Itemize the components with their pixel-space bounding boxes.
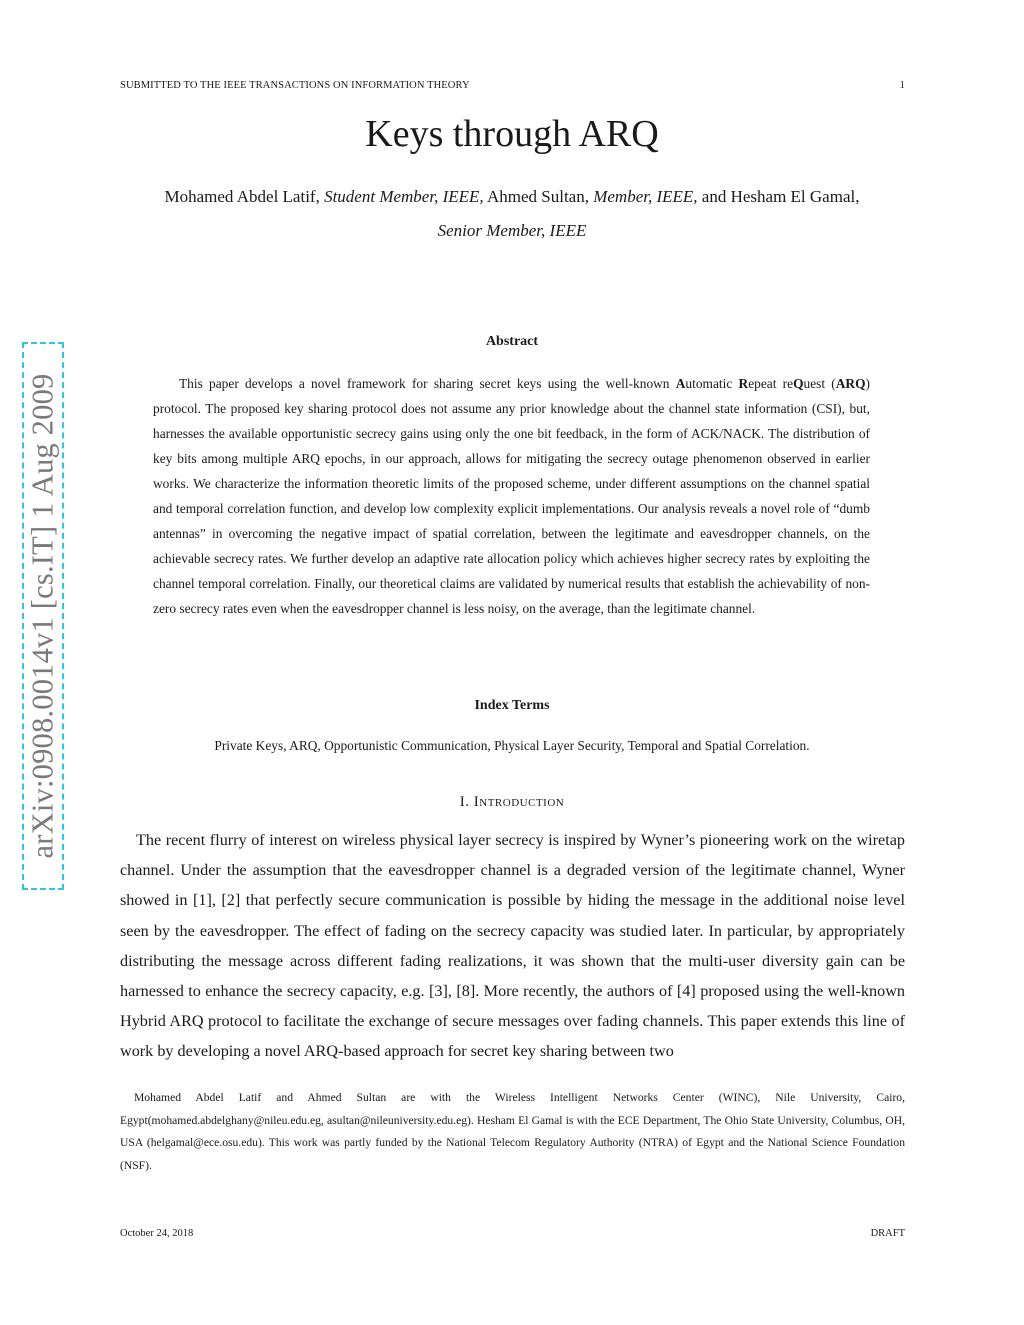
running-header xyxy=(120,80,905,91)
index-terms-heading: Index Terms xyxy=(474,698,550,713)
index-terms-body: Private Keys, ARQ, Opportunistic Communication, Physical Layer Security, Temporal and Spatial Correlation. xyxy=(214,738,810,753)
abstract-text: uest ( xyxy=(803,376,836,391)
page-number: 1 xyxy=(899,80,905,91)
author-role: Student Member, IEEE, xyxy=(324,187,484,206)
author-list xyxy=(150,180,874,248)
abstract-bold: ARQ xyxy=(835,376,866,391)
author-conjunction: and xyxy=(701,187,727,206)
section-heading: I. Introduction xyxy=(459,794,565,810)
abstract-text: This paper develops a novel framework for sharing secret keys using the well-known xyxy=(179,376,676,391)
abstract-text: epeat re xyxy=(748,376,794,391)
abstract-heading: Abstract xyxy=(485,334,539,349)
author-role: Member, IEEE, xyxy=(593,187,698,206)
author-name: Hesham El Gamal, xyxy=(730,187,860,206)
author-name: Ahmed Sultan, xyxy=(486,187,589,206)
arxiv-identifier[interactable]: arXiv:0908.0014v1 [cs.IT] 1 Aug 2009 xyxy=(25,373,60,859)
journal-name: SUBMITTED TO THE IEEE TRANSACTIONS ON INFORMATION THEORY xyxy=(120,80,470,91)
abstract-text: ) protocol. The proposed key sharing protocol does not assume any prior knowledge about the channel state information (CSI), but, harnesses the available opportunistic secrecy gains using only the one bit feedback, in the form of ACK/NACK. The distribution of key bits among multiple ARQ epochs, in our approach, allows for mitigating the secrecy outage phenomenon observed in earlier works. We characterize the information theoretic limits of the proposed scheme, under different assumptions on the channel spatial and temporal correlation function, and develop low complexity explicit implementations. Our analysis reveals a novel role of “dumb antennas” in overcoming the negative impact of spatial correlation, between the legitimate and eavesdropper channels, on the achievable secrecy rates. We further develop an adaptive rate allocation policy which achieves higher secrecy rates by exploiting the channel temporal correlation. Finally, our theoretical claims are validated by numerical results that establish the achievability of non-zero secrecy rates even when the eavesdropper channel is less noisy, on the average, than the legitimate channel. xyxy=(153,376,870,616)
abstract-bold: A xyxy=(675,376,686,391)
abstract-text: utomatic xyxy=(685,376,739,391)
introduction-body: The recent flurry of interest on wireless physical layer secrecy is inspired by Wyner’s pioneering work on the wiretap channel. Under the assumption that the eavesdropper channel is a degraded version of the legitimate channel, Wyner showed in [1], [2] that perfectly secure communication is possible by hiding the message in the additional noise level seen by the eavesdropper. The effect of fading on the secrecy capacity was studied later. In particular, by appropriately distributing the message across different fading realizations, it was shown that the multi-user diversity gain can be harnessed to enhance the secrecy capacity, e.g. [3], [8]. More recently, the authors of [4] proposed using the well-known Hybrid ARQ protocol to facilitate the exchange of secure messages over fading channels. This paper extends this line of work by developing a novel ARQ-based approach for secret key sharing between two xyxy=(120,831,905,1061)
abstract-bold: R xyxy=(738,376,749,391)
abstract-body xyxy=(153,371,870,621)
author-name: Mohamed Abdel Latif, xyxy=(164,187,320,206)
footer-status: DRAFT xyxy=(870,1228,905,1239)
paper-title: Keys through ARQ xyxy=(365,113,659,155)
footnote: Mohamed Abdel Latif and Ahmed Sultan are with the Wireless Intelligent Networks Center (WINC), Nile University, Cairo, Egypt(mohamed.abdelghany@nileu.edu.eg, asultan@nileuniversity.edu.eg). Hesham El Gamal is with the ECE Department, The Ohio State University, Columbus, OH, USA (helgamal@ece.osu.edu). This work was partly funded by the National Telecom Regulatory Authority (NTRA) of Egypt and the National Science Foundation (NSF). xyxy=(120,1091,905,1172)
author-role: Senior Member, IEEE xyxy=(437,221,587,240)
footer-date: October 24, 2018 xyxy=(120,1228,194,1239)
abstract-bold: Q xyxy=(793,376,804,391)
arxiv-stamp[interactable] xyxy=(22,342,64,890)
